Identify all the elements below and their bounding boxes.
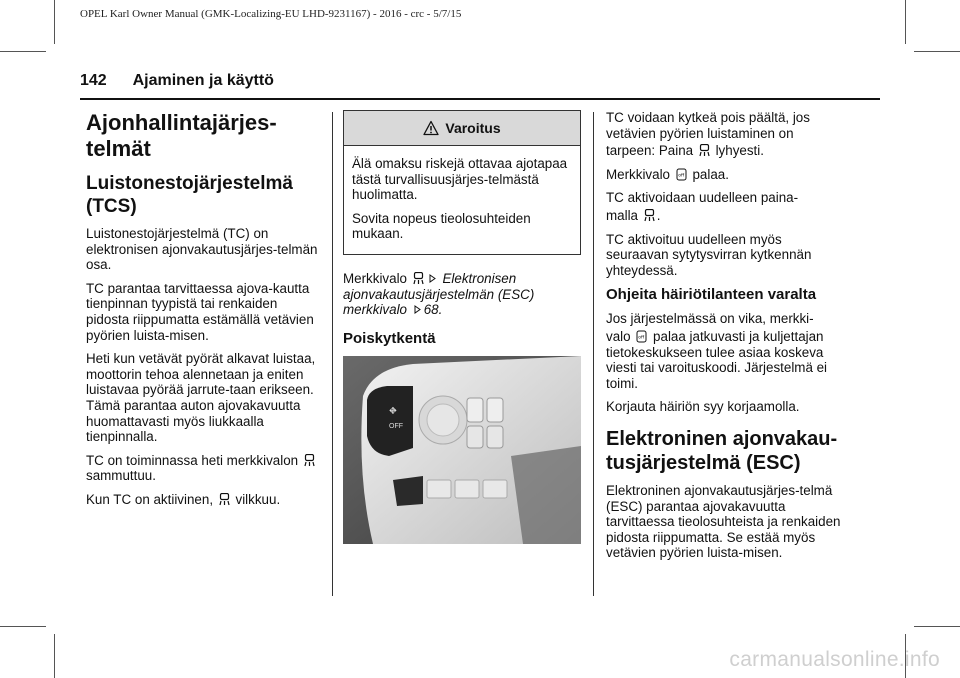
traction-control-icon [644, 209, 655, 222]
paragraph: Heti kun vetävät pyörät alkavat luistaa, moottorin tehoa alennetaan ja eniten luistavaa pyörää jarrute-taan erikseen. Tämä parantaa auton ajovakavuutta huomattavasti myös liukkaalla tienpinnalla. [86, 351, 316, 445]
paragraph [606, 190, 846, 206]
paragraph: Sovita nopeus tieolosuhteiden mukaan. [352, 210, 531, 242]
header-rule [80, 98, 880, 100]
warning-box [343, 110, 581, 255]
text-run: TC on toiminnassa heti merkkivalon [86, 452, 299, 468]
crop-mark [0, 51, 46, 52]
paragraph: Elektroninen ajonvakautusjärjes-telmä (ESC) parantaa ajovakavuutta tarvittaessa tieolosuhteista ja renkaiden pidosta riippumatta. Se estää myös vetävien pyörien luista-misen. [606, 482, 841, 561]
switch-panel-photo [343, 356, 581, 544]
text-run: malla [606, 207, 638, 223]
warning-triangle-icon [423, 120, 439, 136]
crop-mark [914, 626, 960, 627]
column-divider [332, 112, 333, 596]
text-run: . [438, 302, 443, 318]
warning-header [344, 111, 580, 146]
text-run: valo [606, 328, 631, 344]
crop-mark [914, 51, 960, 52]
traction-control-icon [413, 272, 424, 285]
text-run: palaa. [692, 166, 729, 182]
tc-off-indicator-icon [636, 330, 647, 343]
reference-arrow-icon [428, 272, 437, 285]
section-heading: Ohjeita häiriötilanteen varalta [606, 286, 817, 304]
column-3 [606, 110, 846, 569]
traction-control-icon [304, 454, 315, 467]
section-heading: Poiskytkentä [343, 329, 436, 347]
page-number: 142 [80, 72, 107, 89]
page-header [80, 72, 274, 90]
reference-link[interactable]: Elektronisen ajonvakautusjärjestelmän (ESC) merkkivalo [343, 270, 535, 318]
crop-mark [0, 626, 46, 627]
text-run: Jos järjestelmässä on vika, merkki- [606, 311, 814, 327]
text-run: TC voidaan kytkeä pois päältä, jos vetävien pyörien luistaminen on [606, 110, 810, 141]
cross-reference [343, 271, 581, 318]
text-run: . [656, 207, 661, 223]
crop-mark [905, 0, 906, 44]
traction-control-icon [219, 493, 230, 506]
paragraph [606, 110, 846, 141]
paragraph [86, 453, 324, 484]
warning-title: Varoitus [445, 120, 501, 136]
text-run: sammuttuu. [86, 468, 156, 484]
paragraph [86, 492, 324, 508]
svg-text:off: off [638, 335, 645, 341]
paragraph [606, 329, 846, 391]
paragraph: Korjauta häiriön syy korjaamolla. [606, 399, 800, 415]
section-title: Ajaminen ja käyttö [132, 72, 274, 89]
paragraph [606, 208, 846, 224]
paragraph: Älä omaksu riskejä ottavaa ajotapaa tästä turvallisuusjärjes-telmästä huolimatta. [352, 156, 568, 203]
crop-mark [54, 0, 55, 44]
text-run: Merkkivalo [343, 270, 407, 286]
text-run: Merkkivalo [606, 166, 670, 182]
tc-button-icon: ⛖ [389, 405, 397, 417]
svg-text:off: off [678, 173, 684, 179]
paragraph: TC parantaa tarvittaessa ajova-kautta tienpinnan tyypistä tai renkaiden pidosta riippumatta estämällä vetävien pyörien luista-misen. [86, 280, 314, 343]
text-run: palaa jatkuvasti ja kuljettajan tietokeskukseen tulee asiaa koskeva viesti tai varoituskoodi. Järjestelmä ei toimi. [606, 328, 828, 391]
warning-body [344, 146, 580, 254]
column-1 [86, 110, 324, 516]
tcs-heading: Luistonestojärjestelmä (TCS) [86, 173, 293, 217]
paragraph: Luistonestojärjestelmä (TC) on elektronisen ajonvakautusjärjes-telmän osa. [86, 226, 318, 273]
reference-page[interactable]: 68 [423, 302, 439, 318]
watermark[interactable]: carmanualsonline.info [729, 648, 940, 671]
traction-control-icon [699, 144, 710, 157]
column-divider [593, 112, 594, 596]
text-run: vilkkuu. [235, 491, 281, 507]
text-run: tarpeen: Paina [606, 143, 694, 159]
crop-mark [54, 634, 55, 678]
reference-arrow-icon [413, 303, 422, 316]
paragraph [606, 143, 846, 159]
paragraph: TC aktivoituu uudelleen myös seuraavan sytytysvirran kytkennän yhteydessä. [606, 231, 812, 278]
esc-heading: Elektroninen ajonvakau-tusjärjestelmä (ESC) [606, 427, 838, 474]
text-run: Kun TC on aktiivinen, [86, 491, 214, 507]
tc-off-indicator-icon [676, 168, 687, 181]
print-metadata: OPEL Karl Owner Manual (GMK-Localizing-EU LHD-9231167) - 2016 - crc - 5/7/15 [80, 8, 462, 20]
chapter-heading: Ajonhallintajärjes-telmät [86, 110, 277, 161]
paragraph [606, 167, 846, 183]
text-run: lyhyesti. [715, 143, 764, 159]
photo-off-label: OFF [389, 422, 403, 430]
paragraph [606, 311, 846, 327]
column-2 [343, 110, 581, 544]
text-run: TC aktivoidaan uudelleen paina- [606, 190, 799, 206]
